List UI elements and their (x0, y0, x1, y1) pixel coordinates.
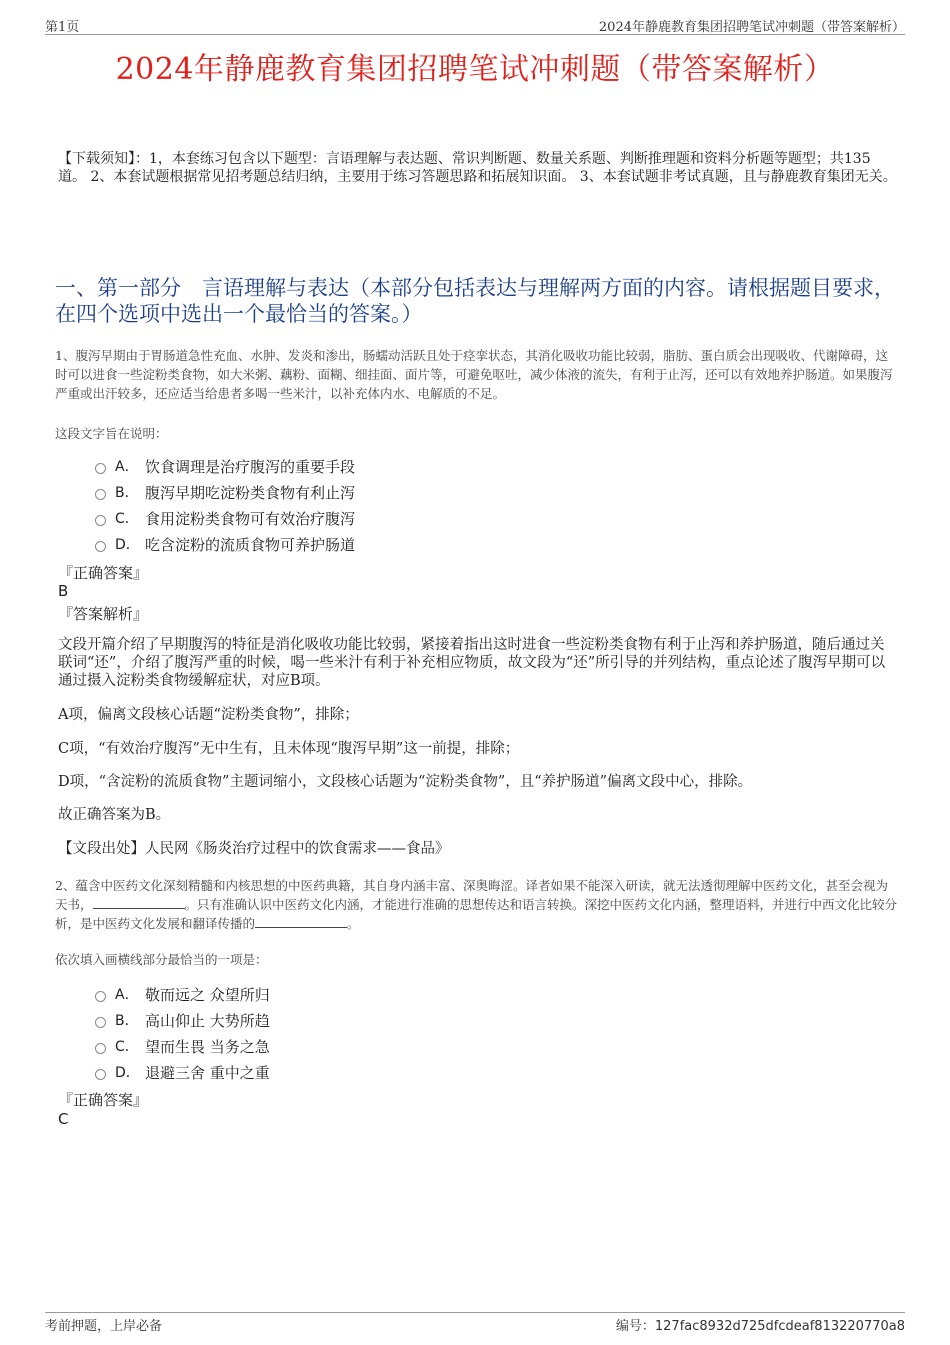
radio-icon[interactable] (95, 515, 106, 526)
question-1-answer: B (58, 582, 69, 600)
radio-icon[interactable] (95, 1069, 106, 1080)
analysis-paragraph: D项，“含淀粉的流质食物”主题词缩小，文段核心话题为“淀粉类食物”，且“养护肠道”偏离文段中心，排除。 (58, 774, 753, 790)
footer-code-label: 编号： (615, 1319, 655, 1334)
footer-code-value: 127fac8932d725dfcdeaf813220770a8 (654, 1319, 905, 1334)
option-text: 腹泻早期吃淀粉类食物有利止泻 (145, 483, 356, 502)
download-notice: 【下载须知】：1，本套练习包含以下题型：言语理解与表达题、常识判断题、数量关系题、判断推理题和资料分析题等题型；共135道。 2、本套试题根据常见招考题总结归纳，主要用于练习答题思路和拓展知识面。 3、本套试题非考试真题，且与静鹿教育集团无关。 (58, 151, 897, 185)
footer-slogan: 考前押题，上岸必备 (45, 1319, 163, 1334)
radio-icon[interactable] (95, 463, 106, 474)
page-number: 第1页 (45, 20, 80, 35)
footer-code (616, 1315, 905, 1334)
option-text: 食用淀粉类食物可有效治疗腹泻 (145, 509, 356, 528)
question-2-option-b[interactable] (95, 1007, 270, 1033)
question-1-prompt: 这段文字旨在说明： (55, 426, 168, 441)
header-doc-title: 2024年静鹿教育集团招聘笔试冲刺题（带答案解析） (598, 20, 905, 35)
option-letter: C． (115, 1039, 139, 1055)
option-letter: A． (115, 987, 139, 1003)
radio-icon[interactable] (95, 541, 106, 552)
question-2-option-d[interactable] (95, 1059, 270, 1085)
question-2-prompt: 依次填入画横线部分最恰当的一项是： (55, 952, 268, 967)
radio-icon[interactable] (95, 991, 106, 1002)
question-2-option-a[interactable] (95, 981, 270, 1007)
question-1-option-c[interactable] (95, 505, 355, 531)
option-letter: A． (115, 459, 139, 475)
question-1-analysis-label: 『答案解析』 (58, 605, 149, 623)
option-letter: C． (115, 511, 139, 527)
question-1-option-d[interactable] (95, 531, 355, 557)
option-letter: B． (115, 1013, 139, 1029)
analysis-paragraph: 文段开篇介绍了早期腹泻的特征是消化吸收功能比较弱，紧接着指出这时进食一些淀粉类食物有利于止泻和养护肠道，随后通过关联词“还”，介绍了腹泻严重的时候，喝一些米汁有利于补充相应物质，故文段为“还”所引导的并列结构，重点论述了腹泻早期可以通过摄入淀粉类食物缓解症状，对应B项。 (58, 637, 886, 689)
analysis-paragraph: C项，“有效治疗腹泻”无中生有，且未体现“腹泻早期”这一前提，排除； (58, 741, 520, 757)
question-1-options (95, 453, 355, 557)
fill-blank (255, 915, 347, 928)
source-citation: 【文段出处】人民网《肠炎治疗过程中的饮食需求——食品》 (58, 841, 450, 857)
page-footer (45, 1312, 905, 1337)
option-letter: D． (115, 1065, 140, 1081)
question-2-answer-label: 『正确答案』 (58, 1091, 149, 1109)
question-2-options (95, 981, 270, 1085)
option-text: 望而生畏 当务之急 (145, 1037, 270, 1056)
page-header (45, 14, 905, 35)
document-title: 2024年静鹿教育集团招聘笔试冲刺题（带答案解析） (115, 52, 835, 87)
analysis-paragraph: A项，偏离文段核心话题“淀粉类食物”，排除； (58, 707, 359, 723)
option-text: 吃含淀粉的流质食物可养护肠道 (145, 535, 356, 554)
analysis-paragraph: 故正确答案为B。 (58, 807, 171, 823)
section-heading: 一、第一部分 言语理解与表达（本部分包括表达与理解两方面的内容。请根据题目要求，在四个选项中选出一个最恰当的答案。） (55, 276, 895, 326)
option-letter: D． (115, 537, 140, 553)
option-letter: B． (115, 485, 139, 501)
question-2-answer: C (58, 1110, 69, 1128)
stem-text: 。只有准确认识中医药文化内涵，才能进行准确的思想传达和语言转换。深挖中医药文化内涵，整理语料，并进行中西文化比较分析，是中医药文化发展和翻译传播的 (55, 897, 898, 931)
stem-text: 2、蕴含中医药文化深刻精髓和内核思想的中医药典籍，其自身内涵丰富、深奥晦涩。译者如果不能深入研读，就无法透彻理解中医药文化，甚至会视为天书， (55, 878, 888, 912)
option-text: 饮食调理是治疗腹泻的重要手段 (145, 457, 356, 476)
fill-blank (93, 896, 185, 909)
option-text: 高山仰止 大势所趋 (145, 1011, 270, 1030)
option-text: 退避三舍 重中之重 (145, 1063, 270, 1082)
option-text: 敬而远之 众望所归 (145, 985, 270, 1004)
radio-icon[interactable] (95, 1017, 106, 1028)
radio-icon[interactable] (95, 1043, 106, 1054)
stem-text: 。 (347, 916, 360, 931)
question-2-stem (55, 876, 900, 933)
question-1-answer-label: 『正确答案』 (58, 564, 149, 582)
question-2-option-c[interactable] (95, 1033, 270, 1059)
question-1-option-a[interactable] (95, 453, 355, 479)
question-1-option-b[interactable] (95, 479, 355, 505)
radio-icon[interactable] (95, 489, 106, 500)
question-1-stem: 1、腹泻早期由于胃肠道急性充血、水肿、发炎和渗出，肠蠕动活跃且处于痉挛状态，其消化吸收功能比较弱，脂肪、蛋白质会出现吸收、代谢障碍，这时可以进食一些淀粉类食物，如大米粥、藕粉、面糊、细挂面、面片等，可避免呕吐，减少体液的流失，有利于止泻，还可以有效地养护肠道。如果腹泻严重或出汗较多，还应适当给患者多喝一些米汁，以补充体内水、电解质的不足。 (55, 348, 893, 401)
